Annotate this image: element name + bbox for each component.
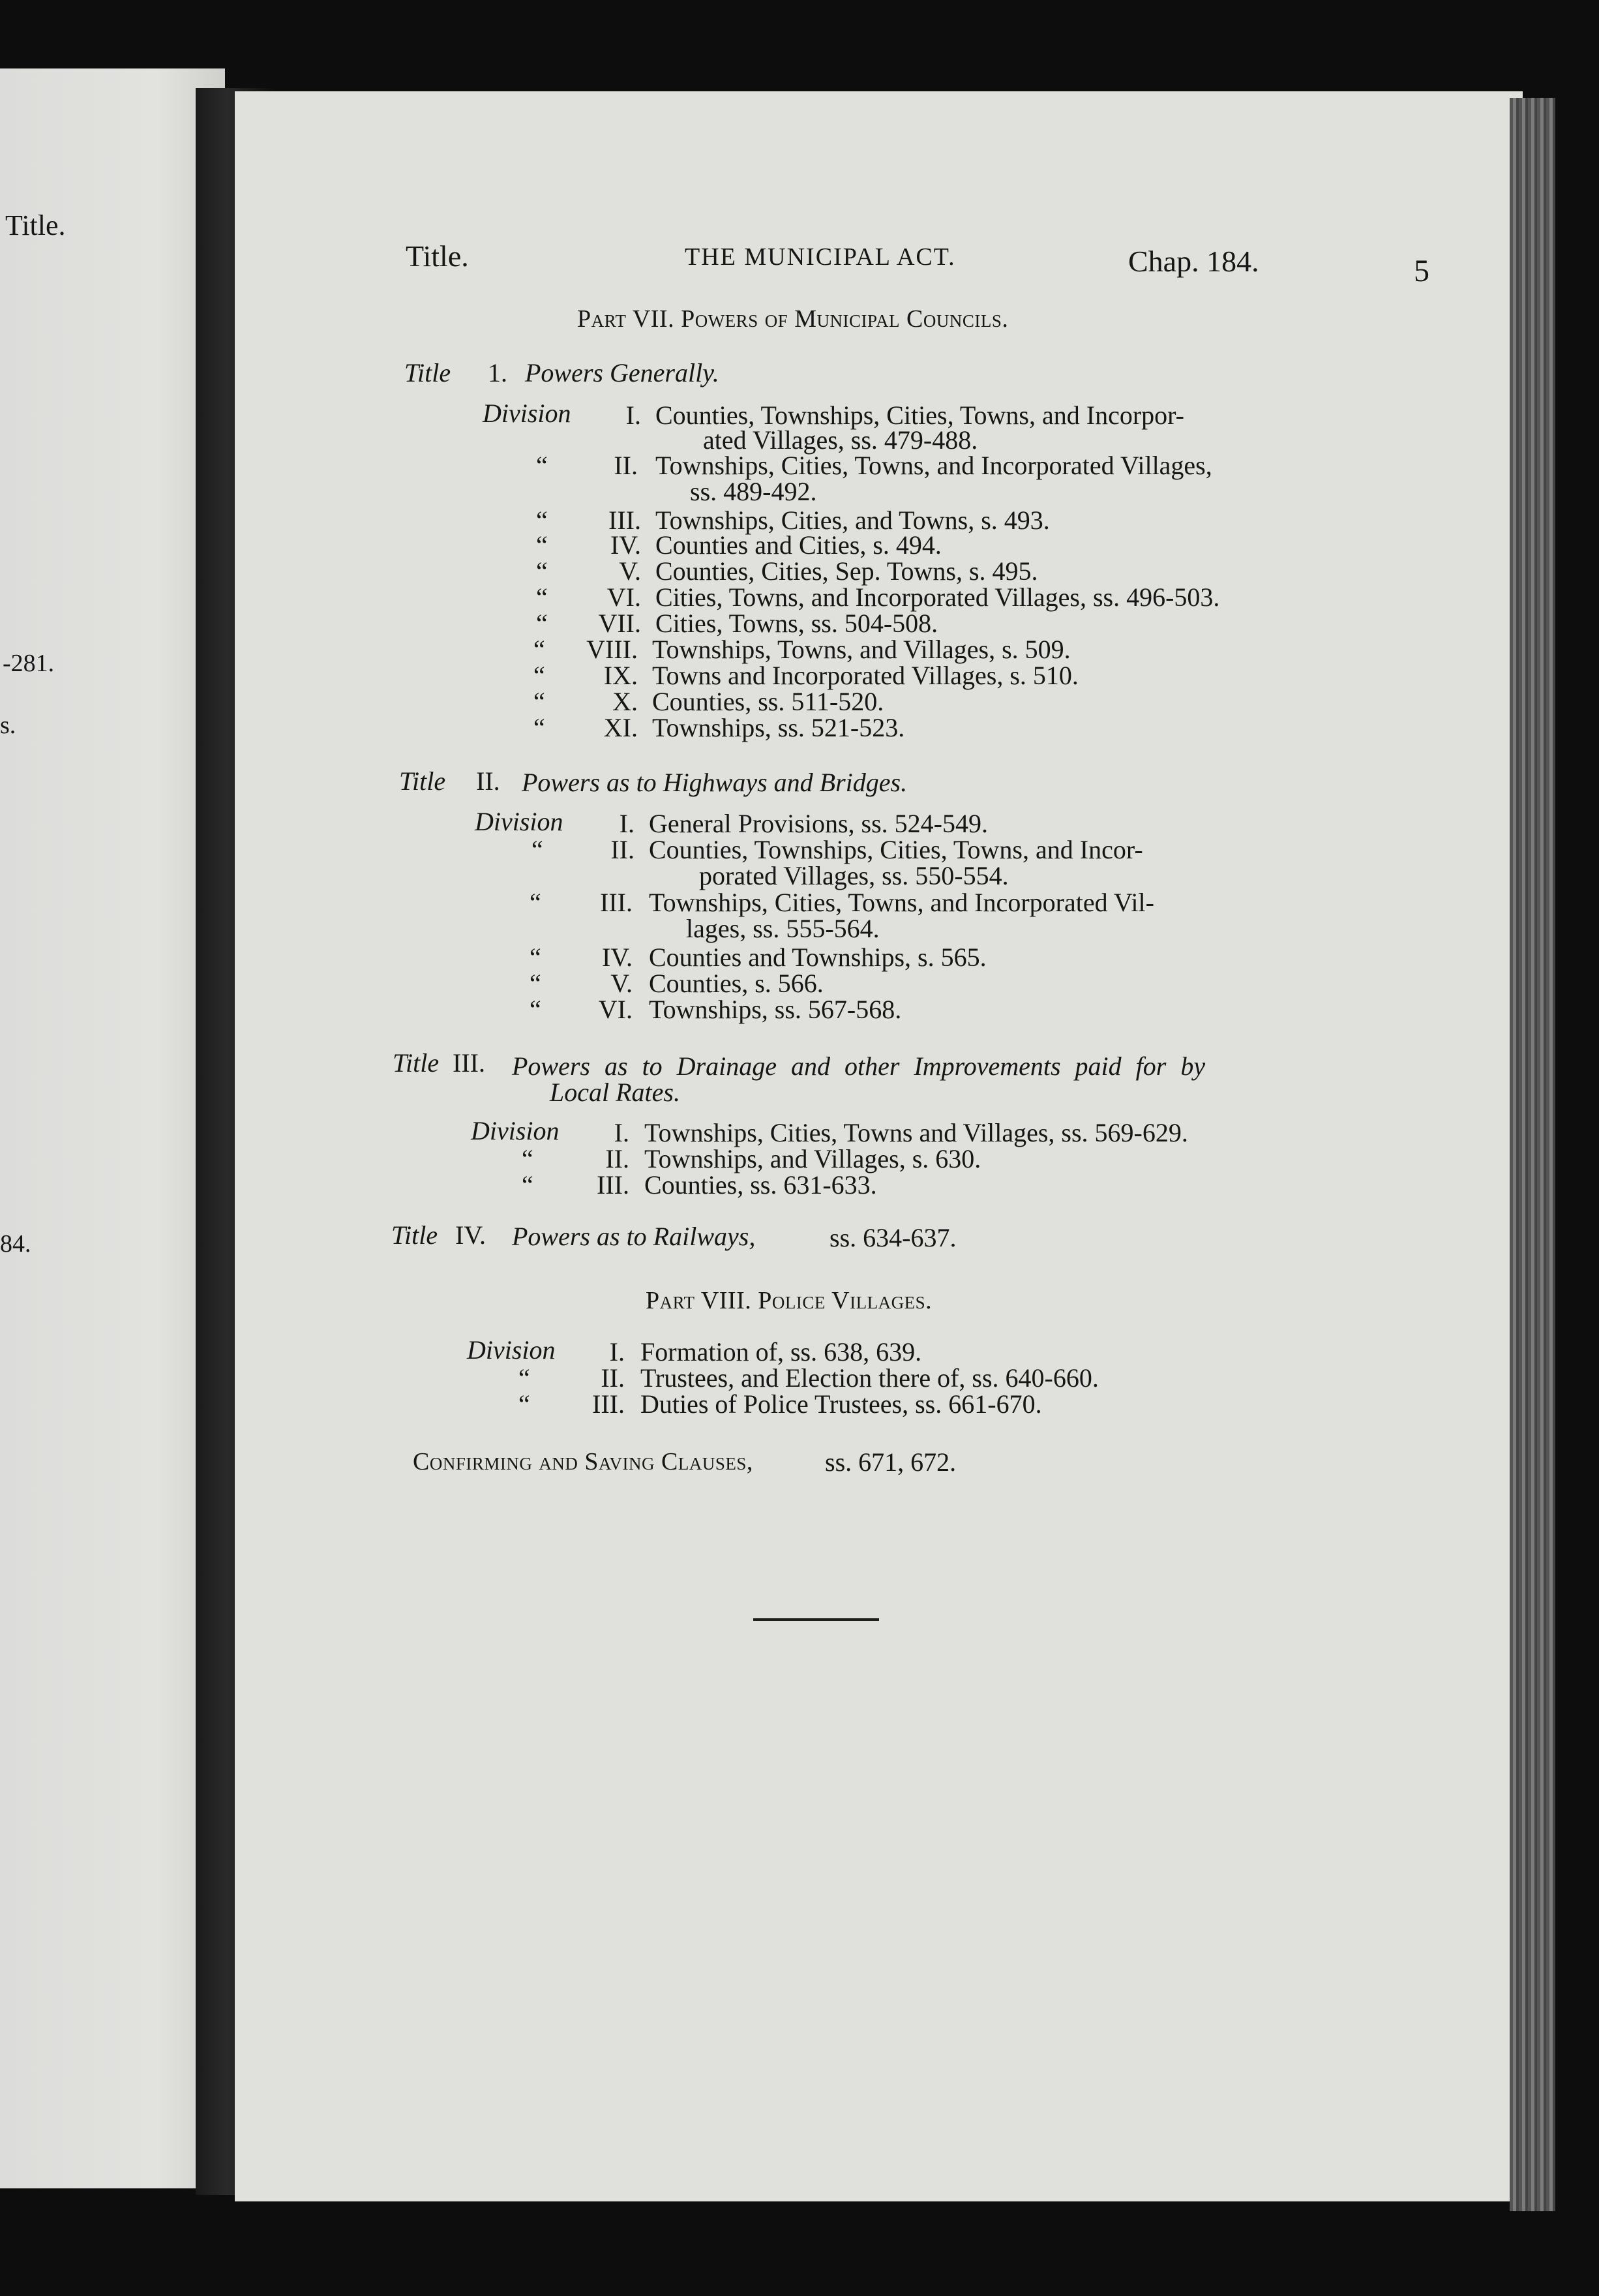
division-label: Division <box>483 399 571 428</box>
ditto-mark: “ <box>536 556 548 586</box>
closing-rule <box>753 1618 879 1621</box>
title-label: Title <box>393 1048 440 1078</box>
ditto-mark: “ <box>530 969 541 998</box>
division-number: III. <box>597 1170 629 1200</box>
division-text: Townships, Cities, and Towns, s. 493. <box>655 506 1050 535</box>
page-number: 5 <box>1414 254 1429 288</box>
division-text: Counties, Townships, Cities, Towns, and Incorpor- <box>655 400 1184 430</box>
page-edges <box>1510 98 1555 2211</box>
ditto-mark: “ <box>536 609 548 638</box>
division-number: I. <box>619 809 635 838</box>
title-numeral: IV. <box>455 1220 486 1250</box>
division-text: Trustees, and Election there of, ss. 640-660. <box>640 1363 1099 1393</box>
division-number: I. <box>609 1337 625 1367</box>
division-number: VI. <box>598 995 633 1024</box>
division-number: I. <box>614 1118 629 1147</box>
division-number: X. <box>612 687 638 716</box>
title-label: Title <box>399 766 446 796</box>
ditto-mark: “ <box>518 1389 530 1419</box>
title-name: Powers as to Railways, <box>512 1222 756 1251</box>
division-text: Counties, Cities, Sep. Towns, s. 495. <box>655 556 1038 586</box>
division-text: Towns and Incorporated Villages, s. 510. <box>652 661 1079 690</box>
division-text-cont: porated Villages, ss. 550-554. <box>699 861 1009 890</box>
title-name: Powers Generally. <box>525 358 719 387</box>
header-left: Title. <box>406 239 469 273</box>
ditto-mark: “ <box>533 687 545 716</box>
division-text: Townships, Towns, and Villages, s. 509. <box>652 635 1071 664</box>
ditto-mark: “ <box>530 888 541 917</box>
division-number: I. <box>625 400 641 430</box>
division-label: Division <box>471 1116 560 1145</box>
division-number: XI. <box>603 713 638 742</box>
part-viii-heading: Part VIII. Police Villages. <box>646 1287 933 1314</box>
ditto-mark: “ <box>522 1144 533 1173</box>
division-text: Townships, ss. 567-568. <box>649 995 902 1024</box>
left-page-fragment: -281. <box>3 650 55 677</box>
division-number: III. <box>592 1389 625 1419</box>
title-name: Powers as to Drainage and other Improvements paid for by <box>512 1051 1206 1081</box>
confirming-clauses-heading: Confirming and Saving Clauses, <box>413 1448 753 1475</box>
ditto-mark: “ <box>530 995 541 1024</box>
left-page-fragment: 84. <box>0 1230 31 1258</box>
confirming-clauses-sections: ss. 671, 672. <box>825 1447 957 1477</box>
division-text-cont: ated Villages, ss. 479-488. <box>703 425 978 455</box>
division-text: Counties, Townships, Cities, Towns, and Incor- <box>649 835 1143 864</box>
ditto-mark: “ <box>531 835 543 864</box>
title-name-cont: Local Rates. <box>550 1078 680 1107</box>
division-number: II. <box>614 451 638 480</box>
division-number: VI. <box>606 582 641 612</box>
part-vii-heading: Part VII. Powers of Municipal Councils. <box>577 305 1009 333</box>
title-label: Title <box>391 1220 438 1250</box>
title-numeral: 1. <box>488 358 507 387</box>
division-text-cont: ss. 489-492. <box>690 477 817 506</box>
header-title: THE MUNICIPAL ACT. <box>685 243 956 271</box>
division-number: III. <box>608 506 641 535</box>
title-numeral: II. <box>476 766 500 796</box>
header-chapter: Chap. 184. <box>1128 245 1259 278</box>
division-text: Cities, Towns, ss. 504-508. <box>655 609 938 638</box>
ditto-mark: “ <box>533 635 545 664</box>
division-text: Counties and Cities, s. 494. <box>655 530 942 560</box>
title-numeral: III. <box>453 1048 485 1078</box>
left-page-fragment: Title. <box>5 209 66 241</box>
division-text: General Provisions, ss. 524-549. <box>649 809 988 838</box>
ditto-mark: “ <box>536 530 548 560</box>
ditto-mark: “ <box>536 582 548 612</box>
division-text: Counties, ss. 511-520. <box>652 687 884 716</box>
division-number: IX. <box>603 661 638 690</box>
left-page <box>0 68 225 2188</box>
division-number: II. <box>605 1144 629 1173</box>
division-text-cont: lages, ss. 555-564. <box>686 914 880 943</box>
division-text: Townships, Cities, Towns and Villages, ss. 569-629. <box>644 1118 1188 1147</box>
division-number: V. <box>610 969 633 998</box>
division-text: Cities, Towns, and Incorporated Villages, ss. 496-503. <box>655 582 1220 612</box>
division-text: Townships, Cities, Towns, and Incorporated Villages, <box>655 451 1212 480</box>
ditto-mark: “ <box>530 943 541 972</box>
division-label: Division <box>475 807 563 836</box>
division-text: Counties, s. 566. <box>649 969 824 998</box>
title-sections: ss. 634-637. <box>829 1223 957 1252</box>
division-text: Townships, ss. 521-523. <box>652 713 905 742</box>
division-number: II. <box>610 835 635 864</box>
division-text: Townships, Cities, Towns, and Incorporated Vil- <box>649 888 1154 917</box>
division-number: V. <box>619 556 641 586</box>
division-text: Counties and Townships, s. 565. <box>649 943 987 972</box>
division-number: IV. <box>601 943 633 972</box>
division-number: III. <box>600 888 633 917</box>
division-text: Counties, ss. 631-633. <box>644 1170 877 1200</box>
title-name: Powers as to Highways and Bridges. <box>522 768 908 797</box>
ditto-mark: “ <box>536 451 548 480</box>
division-text: Townships, and Villages, s. 630. <box>644 1144 981 1173</box>
title-label: Title <box>404 358 451 387</box>
left-page-fragment: s. <box>0 712 16 739</box>
ditto-mark: “ <box>522 1170 533 1200</box>
ditto-mark: “ <box>536 506 548 535</box>
ditto-mark: “ <box>533 713 545 742</box>
ditto-mark: “ <box>518 1363 530 1393</box>
division-label: Division <box>467 1335 556 1365</box>
division-number: IV. <box>610 530 641 560</box>
division-text: Formation of, ss. 638, 639. <box>640 1337 922 1367</box>
division-number: VII. <box>598 609 641 638</box>
ditto-mark: “ <box>533 661 545 690</box>
division-number: VIII. <box>586 635 638 664</box>
division-text: Duties of Police Trustees, ss. 661-670. <box>640 1389 1042 1419</box>
division-number: II. <box>601 1363 625 1393</box>
